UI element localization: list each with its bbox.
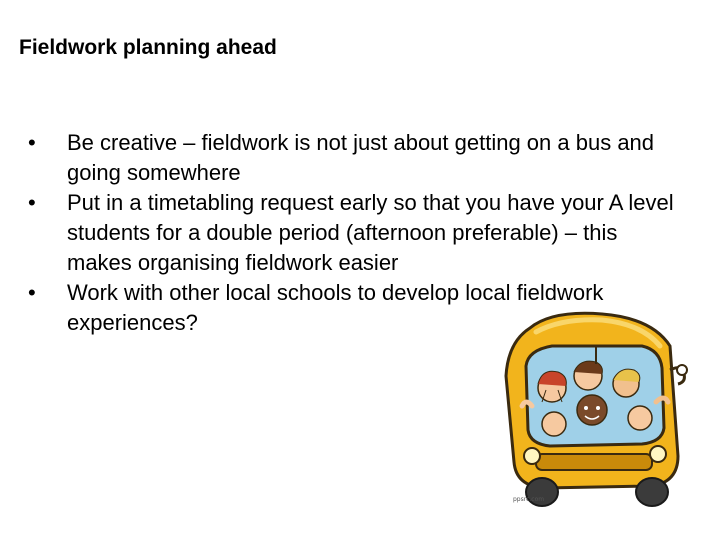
bullet-text: Work with other local schools to develop local fieldwork experiences? xyxy=(67,280,604,335)
wheel-right xyxy=(636,478,668,506)
school-bus-illustration xyxy=(492,306,692,518)
illustration-credit: ppsrc.com xyxy=(513,496,545,503)
slide-title: Fieldwork planning ahead xyxy=(19,36,277,59)
bullet-symbol: • xyxy=(28,190,36,215)
bullet-text: Be creative – fieldwork is not just about getting on a bus and going somewhere xyxy=(67,130,655,185)
bus-bumper xyxy=(536,454,652,470)
headlight-left xyxy=(524,448,540,464)
bullet-symbol: • xyxy=(28,280,36,305)
bullet-text: Put in a timetabling request early so that you have your A level students for a double period (afternoon preferable) – this makes organising fieldwork easier xyxy=(67,190,674,275)
headlight-right xyxy=(650,446,666,462)
bullet-item xyxy=(28,128,678,188)
bullet-item xyxy=(28,188,678,278)
bullet-symbol: • xyxy=(28,130,36,155)
